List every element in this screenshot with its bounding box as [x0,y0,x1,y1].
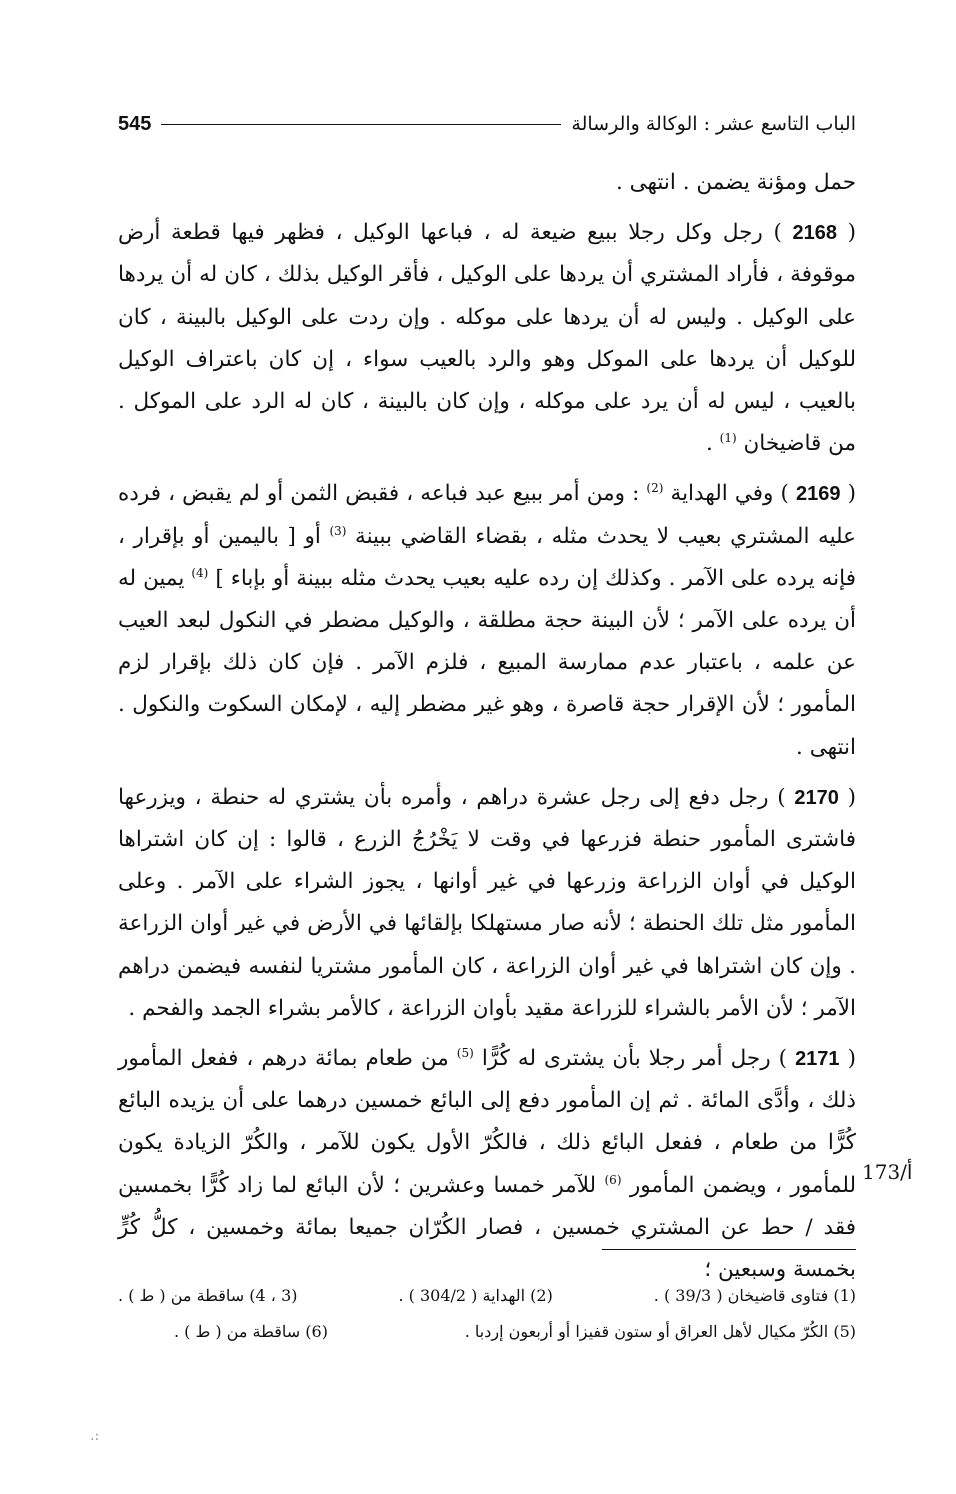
paragraph-2168: ( 2168 ) رجل وكل رجلا ببيع ضيعة له ، فباعها الوكيل ، فظهر فيها قطعة أرض موقوفة ، فأراد المشتري أن يردها على الوكيل ، فأقر الوكيل بذلك ، كان له أن يردها على الوكيل . وليس له أن يردها على موكله . وإن ردت على الوكيل بالبينة ، كان للوكيل أن يردها على الموكل وهو والرد بالعيب سواء ، إن كان باعتراف الوكيل بالعيب ، ليس له أن يرد على موكله ، وإن كان بالبينة ، كان له الرد على الموكل . من قاضيخان $^{(1)}$ . [118,220,856,457]
page-header [118,104,856,144]
footnote-ref: (3) [329,523,347,538]
paragraph-text: رجل أمر رجلا بأن يشترى له كُرًّا [481,1046,771,1072]
paragraph-text: . [705,431,713,457]
paragraph-text: للآمر خمسا وعشرين ؛ لأن البائع لما زاد كُرًّا بخمسين فقد / حط عن المشتري خمسين ، فصار الكُرّان جميعا بمائة وخمسين ، كلُّ كُرٍّ بخمسة وسبعين ؛ [118,1172,856,1283]
footnotes [118,1278,856,1350]
paragraph-text: رجل وكل رجلا ببيع ضيعة له ، فباعها الوكيل ، فظهر فيها قطعة أرض موقوفة ، فأراد المشتري أن يردها على الوكيل ، فأقر الوكيل بذلك ، كان له أن يردها على الوكيل . وليس له أن يردها على موكله . وإن ردت على الوكيل بالبينة ، كان للوكيل أن يردها على الموكل وهو والرد بالعيب سواء ، إن كان باعتراف الوكيل بالعيب ، ليس له أن يرد على موكله ، وإن كان بالبينة ، كان له الرد على الموكل . من قاضيخان [118,220,856,457]
footnote-2: (2) الهداية ( 304/2 ) . [398,1286,553,1305]
footnote-ref: (2) [646,481,664,496]
footnote-6: (6) ساقطة من ( ط ) . [174,1322,328,1341]
paragraph-continuation [118,162,856,204]
footnote-ref: (4) [191,565,209,580]
paragraph-text: أو [ باليمين أو بإقرار ، فإنه يرده على الآمر . وكذلك إن رده عليه بعيب يحدث مثله ببينة أو بإباء ] [118,523,856,591]
scan-speck: .: [90,1428,100,1444]
body-text [118,162,856,1299]
paragraph-number: 2171 [795,1048,840,1071]
paragraph-text: رجل دفع إلى رجل عشرة دراهم ، وأمره بأن يشتري له حنطة ، ويزرعها فاشترى المأمور حنطة فزرعها في وقت لا يَخْرُجُ الزرع ، قالوا : إن كان اشتراها الوكيل في أوان الزراعة وزرعها في غير أوانها ، يجوز الشراء على الآمر . وعلى المأمور مثل تلك الحنطة ؛ لأنه صار مستهلكا بإلقائها في الأرض في غير أوان الزراعة . وإن كان اشتراها في غير أوان الزراعة ، كان المأمور مشتريا لنفسه فيضمن دراهم الآمر ؛ لأن الأمر بالشراء للزراعة مقيد بأوان الزراعة ، كالأمر بشراء الجمد والفحم . [118,784,856,1021]
paragraph-text: وفي الهداية [670,481,774,507]
paragraph-2170: ( 2170 ) رجل دفع إلى رجل عشرة دراهم ، وأمره بأن يشتري له حنطة ، ويزرعها فاشترى المأمور حنطة فزرعها في وقت لا يَخْرُجُ الزرع ، قالوا : إن كان اشتراها الوكيل في أوان الزراعة وزرعها في غير أوانها ، يجوز الشراء على الآمر . وعلى المأمور مثل تلك الحنطة ؛ لأنه صار مستهلكا بإلقائها في الأرض في غير أوان الزراعة . وإن كان اشتراها في غير أوان الزراعة ، كان المأمور مشتريا لنفسه فيضمن دراهم الآمر ؛ لأن الأمر بالشراء للزراعة مقيد بأوان الزراعة ، كالأمر بشراء الجمد والفحم . [118,784,856,1021]
footnote-ref: (6) [604,1172,622,1187]
paragraph-number: 2169 [796,483,841,506]
running-title: الباب التاسع عشر : الوكالة والرسالة [571,113,856,135]
paragraph-text: يمين له أن يرده على الآمر ؛ لأن البينة حجة مطلقة ، والوكيل مضطر في النكول لبعد العيب عن علمه ، باعتبار عدم ممارسة المبيع ، فلزم الآمر . فإن كان ذلك بإقرار لزم المأمور ؛ لأن الإقرار حجة قاصرة ، وهو غير مضطر إليه ، لإمكان السكوت والنكول . انتهى . [118,565,856,760]
paragraph-2171: ( 2171 ) رجل أمر رجلا بأن يشترى له كُرًّا $^{(5)}$ من طعام بمائة درهم ، ففعل المأمور ذلك ، وأدَّى المائة . ثم إن المأمور دفع إلى البائع خمسين درهما على أن يزيده البائع كُرًّا من طعام ، ففعل البائع ذلك ، فالكُرّ الأول يكون للآمر ، والكُرّ الزيادة يكون للمأمور ، ويضمن المأمور $^{(6)}$ للآمر خمسا وعشرين ؛ لأن البائع لما زاد كُرًّا بخمسين فقد / حط عن المشتري خمسين ، فصار الكُرّان جميعا بمائة وخمسين ، كلُّ كُرٍّ بخمسة وسبعين ؛ [118,1045,856,1283]
manuscript-folio-note: 173/أ [862,1160,913,1184]
paragraph-number: 2168 [792,222,837,245]
header-rule [161,124,561,125]
footnote-3-4: (3 ، 4) ساقطة من ( ط ) . [118,1286,298,1305]
footnote-1: (1) فتاوى قاضيخان ( 39/3 ) . [653,1286,856,1305]
paragraph-text: حمل ومؤنة يضمن . انتهى . [615,170,856,195]
footnote-ref: (1) [719,431,737,446]
paragraph-text: من طعام بمائة درهم ، ففعل المأمور ذلك ، وأدَّى المائة . ثم إن المأمور دفع إلى البائع خمسين درهما على أن يزيده البائع كُرًّا من طعام ، ففعل البائع ذلك ، فالكُرّ الأول يكون للآمر ، والكُرّ الزيادة يكون للمأمور ، ويضمن المأمور [118,1046,856,1198]
footnote-row [118,1278,856,1314]
footnote-rule [602,1249,856,1250]
paragraph-text: : ومن أمر ببيع عبد فباعه ، فقبض الثمن أو لم يقبض ، فرده عليه المشتري بعيب لا يحدث مثله ، بقضاء القاضي ببينة [118,481,857,549]
page-number: 545 [118,112,152,135]
footnote-ref: (5) [456,1045,474,1060]
footnote-row [118,1314,856,1350]
paragraph-2169: ( 2169 ) وفي الهداية $^{(2)}$ : ومن أمر ببيع عبد فباعه ، فقبض الثمن أو لم يقبض ، فرده عليه المشتري بعيب لا يحدث مثله ، بقضاء القاضي ببينة $^{(3)}$ أو [ باليمين أو بإقرار ، فإنه يرده على الآمر . وكذلك إن رده عليه بعيب يحدث مثله ببينة أو بإباء ] $^{(4)}$ يمين له أن يرده على الآمر ؛ لأن البينة حجة مطلقة ، والوكيل مضطر في النكول لبعد العيب عن علمه ، باعتبار عدم ممارسة المبيع ، فلزم الآمر . فإن كان ذلك بإقرار لزم المأمور ؛ لأن الإقرار حجة قاصرة ، وهو غير مضطر إليه ، لإمكان السكوت والنكول . انتهى . [118,481,857,760]
paragraph-number: 2170 [794,786,839,809]
footnote-5: (5) الكُرّ مكيال لأهل العراق أو ستون قفيزا أو أربعون إردبا . [464,1322,856,1341]
